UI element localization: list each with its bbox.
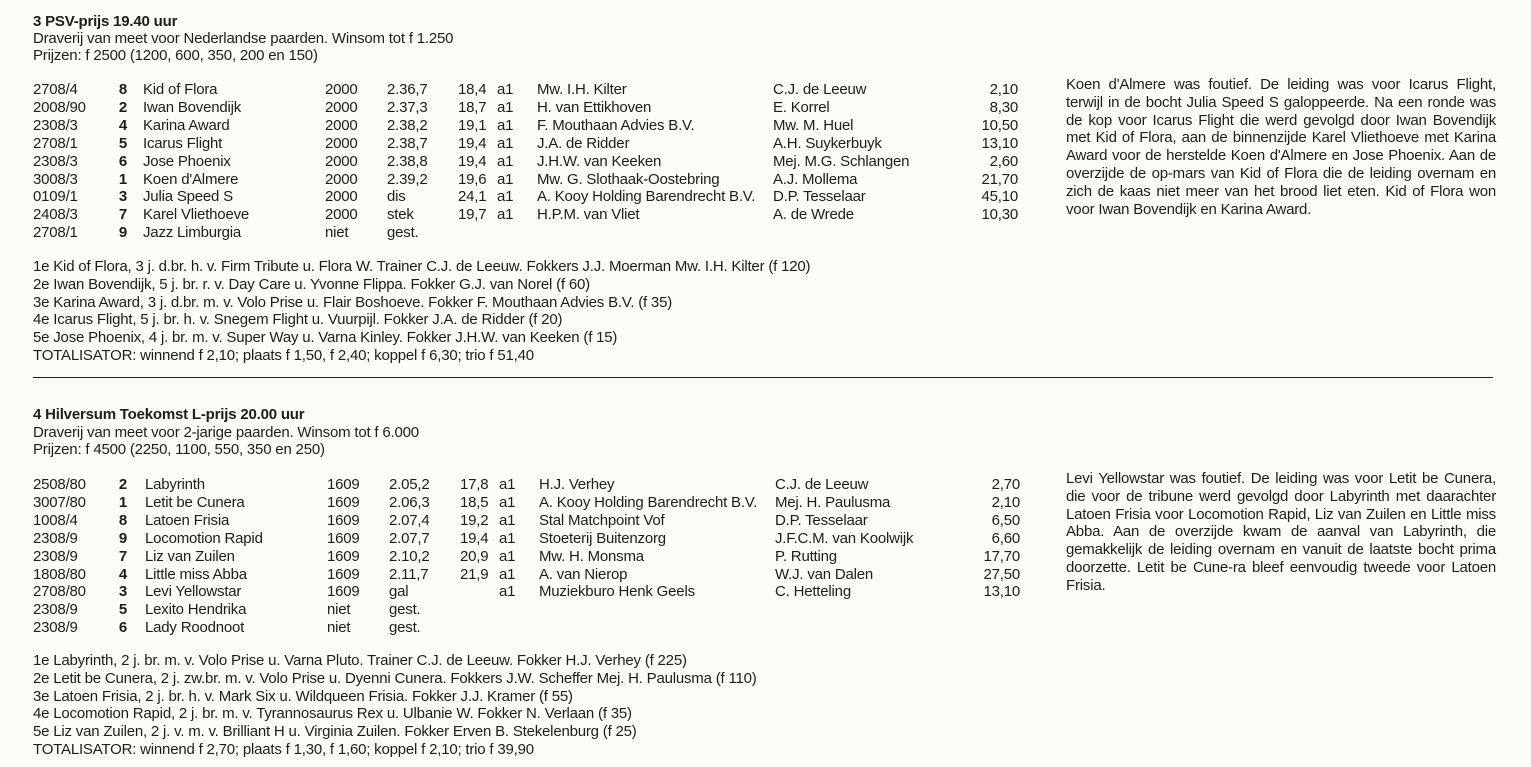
result-code: a1 [497, 81, 514, 98]
result-kmtime: 18,7 [458, 98, 487, 116]
result-num: 6 [118, 619, 127, 637]
result-date: 2708/1 [33, 134, 78, 152]
section-divider [33, 377, 1493, 378]
totalisator-line: TOTALISATOR: winnend f 2,10; plaats f 1,50, f 2,40; koppel f 6,30; trio f 51,40 [33, 346, 534, 364]
result-row [0, 153, 1050, 171]
result-horse: Labyrinth [145, 476, 205, 493]
result-owner: Stal Matchpoint Vof [539, 511, 665, 529]
result-odds: 17,70 [983, 547, 1020, 565]
result-date: 2308/9 [33, 619, 78, 637]
result-kmtime: 18,5 [460, 493, 489, 511]
result-odds: 21,70 [981, 170, 1018, 188]
result-row [0, 188, 1050, 206]
result-trainer: A.J. Mollema [773, 170, 858, 188]
result-time: 2.10,2 [389, 547, 430, 565]
result-code: a1 [497, 170, 514, 188]
result-kmtime: 19,2 [460, 511, 489, 529]
result-code: a1 [497, 206, 514, 224]
result-odds: 13,10 [983, 583, 1020, 601]
result-dist: 2000 [325, 134, 358, 152]
result-horse: Little miss Abba [145, 565, 247, 583]
result-row [0, 224, 1050, 242]
result-row [0, 548, 1050, 566]
result-num: 5 [118, 601, 127, 619]
result-trainer: C.J. de Leeuw [775, 476, 869, 493]
result-kmtime: 19,4 [458, 152, 487, 170]
race-title: 4 Hilversum Toekomst L-prijs 20.00 uur [33, 406, 305, 423]
placing-line: 3e Karina Award, 3 j. d.br. m. v. Volo Prise u. Flair Boshoeve. Fokker F. Mouthaan Advies B.V. (f 35) [33, 293, 673, 311]
result-owner: J.H.W. van Keeken [537, 152, 662, 170]
result-trainer: Mej. M.G. Schlangen [773, 152, 910, 170]
result-row [0, 99, 1050, 117]
result-kmtime: 20,9 [460, 547, 489, 565]
result-horse: Jose Phoenix [143, 152, 231, 170]
result-dist: 2000 [325, 188, 358, 206]
result-time: gest. [389, 601, 421, 619]
result-code: a1 [499, 565, 516, 583]
result-owner: Mw. I.H. Kilter [537, 81, 627, 98]
result-row [0, 206, 1050, 224]
result-time: gal [389, 583, 409, 601]
result-time: 2.05,2 [389, 476, 430, 493]
result-time: dis [387, 188, 406, 206]
result-time: 2.38,2 [387, 116, 428, 134]
placing-line: 1e Kid of Flora, 3 j. d.br. h. v. Firm Tribute u. Flora W. Trainer C.J. de Leeuw. Fokkers J.J. Moerman Mw. I.H. Kilter (f 120) [33, 258, 811, 275]
result-horse: Locomotion Rapid [145, 529, 263, 547]
result-num: 9 [118, 224, 127, 242]
result-horse: Lady Roodnoot [145, 619, 245, 637]
result-kmtime: 17,8 [460, 476, 489, 493]
result-num: 8 [118, 511, 127, 529]
race-footer [33, 652, 757, 759]
result-dist: 1609 [327, 547, 360, 565]
result-dist: 1609 [327, 511, 360, 529]
result-row [0, 530, 1050, 548]
result-num: 5 [118, 134, 127, 152]
race-title: 3 PSV-prijs 19.40 uur [33, 13, 178, 30]
result-owner: Muziekburo Henk Geels [539, 583, 695, 601]
result-dist: niet [327, 601, 351, 619]
result-odds: 2,70 [991, 476, 1020, 493]
result-code: a1 [497, 98, 514, 116]
result-owner: Mw. G. Slothaak-Oostebring [537, 170, 720, 188]
result-date: 2308/3 [33, 116, 78, 134]
result-time: gest. [387, 224, 419, 242]
result-date: 2308/9 [33, 529, 78, 547]
race-description: Draverij van meet voor Nederlandse paarden. Winsom tot f 1.250 [33, 30, 454, 47]
result-owner: H.P.M. van Vliet [537, 206, 640, 224]
result-odds: 27,50 [983, 565, 1020, 583]
result-kmtime: 18,4 [458, 81, 487, 98]
result-code: a1 [499, 529, 516, 547]
result-owner: A. Kooy Holding Barendrecht B.V. [537, 188, 756, 206]
result-time: 2.37,3 [387, 98, 428, 116]
result-num: 6 [118, 152, 127, 170]
result-date: 2508/80 [33, 476, 86, 493]
result-odds: 2,60 [989, 152, 1018, 170]
result-time: stek [387, 206, 414, 224]
result-odds: 13,10 [981, 134, 1018, 152]
result-time: 2.11,7 [389, 565, 429, 583]
result-trainer: Mw. M. Huel [773, 116, 854, 134]
result-dist: niet [327, 619, 351, 637]
result-code: a1 [499, 493, 516, 511]
totalisator-line: TOTALISATOR: winnend f 2,70; plaats f 1,30, f 1,60; koppel f 2,10; trio f 39,90 [33, 740, 534, 758]
result-dist: 2000 [325, 170, 358, 188]
result-horse: Koen d'Almere [143, 170, 239, 188]
result-row [0, 583, 1050, 601]
result-horse: Kid of Flora [143, 81, 218, 98]
result-kmtime: 19,7 [458, 206, 487, 224]
result-odds: 2,10 [991, 493, 1020, 511]
result-num: 7 [118, 547, 127, 565]
result-kmtime: 19,4 [458, 134, 487, 152]
result-code: a1 [497, 134, 514, 152]
result-num: 1 [118, 170, 127, 188]
placing-line: 5e Jose Phoenix, 4 j. br. m. v. Super Way u. Varna Kinley. Fokker J.H.W. van Keeken (f 15) [33, 329, 618, 347]
result-owner: Mw. H. Monsma [539, 547, 644, 565]
placing-line: 2e Letit be Cunera, 2 j. zw.br. m. v. Volo Prise u. Dyenni Cunera. Fokkers J.W. Scheffer Mej. H. Paulusma (f 110) [33, 669, 757, 687]
result-row [0, 512, 1050, 530]
result-num: 2 [118, 98, 127, 116]
result-num: 3 [118, 188, 127, 206]
result-trainer: E. Korrel [773, 98, 830, 116]
result-dist: 2000 [325, 81, 358, 98]
result-odds: 2,10 [989, 81, 1018, 98]
result-date: 2408/3 [33, 206, 78, 224]
result-code: a1 [499, 476, 516, 493]
result-kmtime: 19,4 [460, 529, 489, 547]
result-trainer: C.J. de Leeuw [773, 81, 867, 98]
result-horse: Julia Speed S [143, 188, 233, 206]
result-date: 2708/1 [33, 224, 78, 242]
placing-line: 4e Locomotion Rapid, 2 j. br. m. v. Tyrannosaurus Rex u. Ulbanie W. Fokker N. Verlaan (f 35) [33, 705, 632, 723]
result-time: 2.07,4 [389, 511, 430, 529]
result-trainer: Mej. H. Paulusma [775, 493, 891, 511]
result-owner: F. Mouthaan Advies B.V. [537, 116, 695, 134]
placing-line: 3e Latoen Frisia, 2 j. br. h. v. Mark Six u. Wildqueen Frisia. Fokker J.J. Kramer (f 55) [33, 687, 573, 705]
result-owner: J.A. de Ridder [537, 134, 630, 152]
result-row [0, 601, 1050, 619]
race-prizes: Prijzen: f 2500 (1200, 600, 350, 200 en 150) [33, 47, 318, 64]
result-date: 2708/80 [33, 583, 86, 601]
result-time: gest. [389, 619, 421, 637]
result-dist: 1609 [327, 583, 360, 601]
result-trainer: P. Rutting [775, 547, 837, 565]
result-owner: Stoeterij Buitenzorg [539, 529, 666, 547]
result-horse: Icarus Flight [143, 134, 223, 152]
result-num: 7 [118, 206, 127, 224]
result-date: 0109/1 [33, 188, 78, 206]
result-odds: 8,30 [989, 98, 1018, 116]
result-num: 2 [118, 476, 127, 493]
result-owner: A. Kooy Holding Barendrecht B.V. [539, 493, 758, 511]
result-date: 3008/3 [33, 170, 78, 188]
result-date: 2308/3 [33, 152, 78, 170]
result-row [0, 476, 1050, 494]
result-date: 3007/80 [33, 493, 86, 511]
result-horse: Jazz Limburgia [143, 224, 242, 242]
result-horse: Karel Vliethoeve [143, 206, 250, 224]
result-row [0, 171, 1050, 189]
result-code: a1 [499, 583, 516, 601]
result-horse: Iwan Bovendijk [143, 98, 242, 116]
result-trainer: C. Hetteling [775, 583, 851, 601]
result-horse: Liz van Zuilen [145, 547, 235, 565]
result-num: 4 [118, 116, 127, 134]
result-num: 3 [118, 583, 127, 601]
result-row [0, 566, 1050, 584]
result-dist: 2000 [325, 206, 358, 224]
result-dist: 1609 [327, 476, 360, 493]
result-row [0, 494, 1050, 512]
result-odds: 10,50 [981, 116, 1018, 134]
result-trainer: D.P. Tesselaar [773, 188, 866, 206]
race-commentary: Levi Yellowstar was foutief. De leiding was voor Letit be Cunera, die voor de tribune werd gevolgd door Labyrinth met daarachter Latoen Frisia voor Locomotion Rapid, Liz van Zuilen en Little miss Abba. Aan de overzijde kwam de aanval van Labyrinth, die gemakkelijk de leiding overnam en vanuit de laatste bocht prima doorzette. Letit be Cune-ra bleef eenvoudig tweede voor Latoen Frisia. [1066, 470, 1496, 594]
result-kmtime: 21,9 [460, 565, 489, 583]
result-horse: Lexito Hendrika [145, 601, 247, 619]
result-dist: 2000 [325, 98, 358, 116]
result-kmtime: 19,6 [458, 170, 487, 188]
result-odds: 45,10 [981, 188, 1018, 206]
result-horse: Levi Yellowstar [145, 583, 242, 601]
result-time: 2.07,7 [389, 529, 430, 547]
result-time: 2.39,2 [387, 170, 428, 188]
result-code: a1 [497, 152, 514, 170]
result-time: 2.36,7 [387, 81, 428, 98]
result-horse: Latoen Frisia [145, 511, 230, 529]
result-date: 2308/9 [33, 601, 78, 619]
result-date: 2708/4 [33, 81, 78, 98]
result-code: a1 [497, 116, 514, 134]
result-owner: H.J. Verhey [539, 476, 615, 493]
result-date: 1808/80 [33, 565, 86, 583]
result-horse: Karina Award [143, 116, 230, 134]
result-dist: 2000 [325, 116, 358, 134]
result-horse: Letit be Cunera [145, 493, 245, 511]
result-code: a1 [499, 547, 516, 565]
result-dist: 1609 [327, 565, 360, 583]
result-row [0, 135, 1050, 153]
result-trainer: W.J. van Dalen [775, 565, 874, 583]
result-num: 1 [118, 493, 127, 511]
result-kmtime: 24,1 [458, 188, 487, 206]
race-commentary: Koen d'Almere was foutief. De leiding was voor Icarus Flight, terwijl in de bocht Julia Speed S galoppeerde. Na een ronde was de kop voor Icarus Flight die werd gevolgd door Iwan Bovendijk met Kid of Flora, aan de binnenzijde Karel Vliethoeve met Karina Award voor de herstelde Koen d'Almere en Jose Phoenix. Aan de overzijde de op-mars van Kid of Flora die de leiding overnam en zich de kaas niet meer van het brood liet eten. Kid of Flora won voor Iwan Bovendijk en Karina Award. [1066, 76, 1496, 218]
result-date: 2308/9 [33, 547, 78, 565]
result-dist: niet [325, 224, 349, 242]
result-odds: 6,50 [991, 511, 1020, 529]
result-date: 1008/4 [33, 511, 78, 529]
result-num: 4 [118, 565, 127, 583]
result-odds: 10,30 [981, 206, 1018, 224]
result-num: 9 [118, 529, 127, 547]
result-dist: 1609 [327, 529, 360, 547]
placing-line: 1e Labyrinth, 2 j. br. m. v. Volo Prise u. Varna Pluto. Trainer C.J. de Leeuw. Fokker H.J. Verhey (f 225) [33, 652, 687, 669]
result-owner: A. van Nierop [539, 565, 628, 583]
race-description: Draverij van meet voor 2-jarige paarden. Winsom tot f 6.000 [33, 424, 419, 441]
result-row [0, 619, 1050, 637]
result-time: 2.38,8 [387, 152, 428, 170]
result-owner: H. van Ettikhoven [537, 98, 652, 116]
race-footer [33, 258, 810, 365]
result-code: a1 [499, 511, 516, 529]
result-trainer: D.P. Tesselaar [775, 511, 868, 529]
result-trainer: J.F.C.M. van Koolwijk [775, 529, 914, 547]
result-code: a1 [497, 188, 514, 206]
result-odds: 6,60 [991, 529, 1020, 547]
placing-line: 5e Liz van Zuilen, 2 j. v. m. v. Brilliant H u. Virginia Zuilen. Fokker Erven B. Stekelenburg (f 25) [33, 723, 637, 741]
result-num: 8 [118, 81, 127, 98]
placing-line: 2e Iwan Bovendijk, 5 j. br. r. v. Day Care u. Yvonne Flippa. Fokker G.J. van Norel (f 60) [33, 275, 590, 293]
result-time: 2.38,7 [387, 134, 428, 152]
result-time: 2.06,3 [389, 493, 430, 511]
result-dist: 1609 [327, 493, 360, 511]
race-prizes: Prijzen: f 4500 (2250, 1100, 550, 350 en 250) [33, 441, 325, 458]
placing-line: 4e Icarus Flight, 5 j. br. h. v. Snegem Flight u. Vuurpijl. Fokker J.A. de Ridder (f 20) [33, 311, 563, 329]
result-row [0, 81, 1050, 99]
result-kmtime: 19,1 [458, 116, 487, 134]
result-trainer: A. de Wrede [773, 206, 854, 224]
result-date: 2008/90 [33, 98, 86, 116]
result-trainer: A.H. Suykerbuyk [773, 134, 882, 152]
result-dist: 2000 [325, 152, 358, 170]
result-row [0, 117, 1050, 135]
